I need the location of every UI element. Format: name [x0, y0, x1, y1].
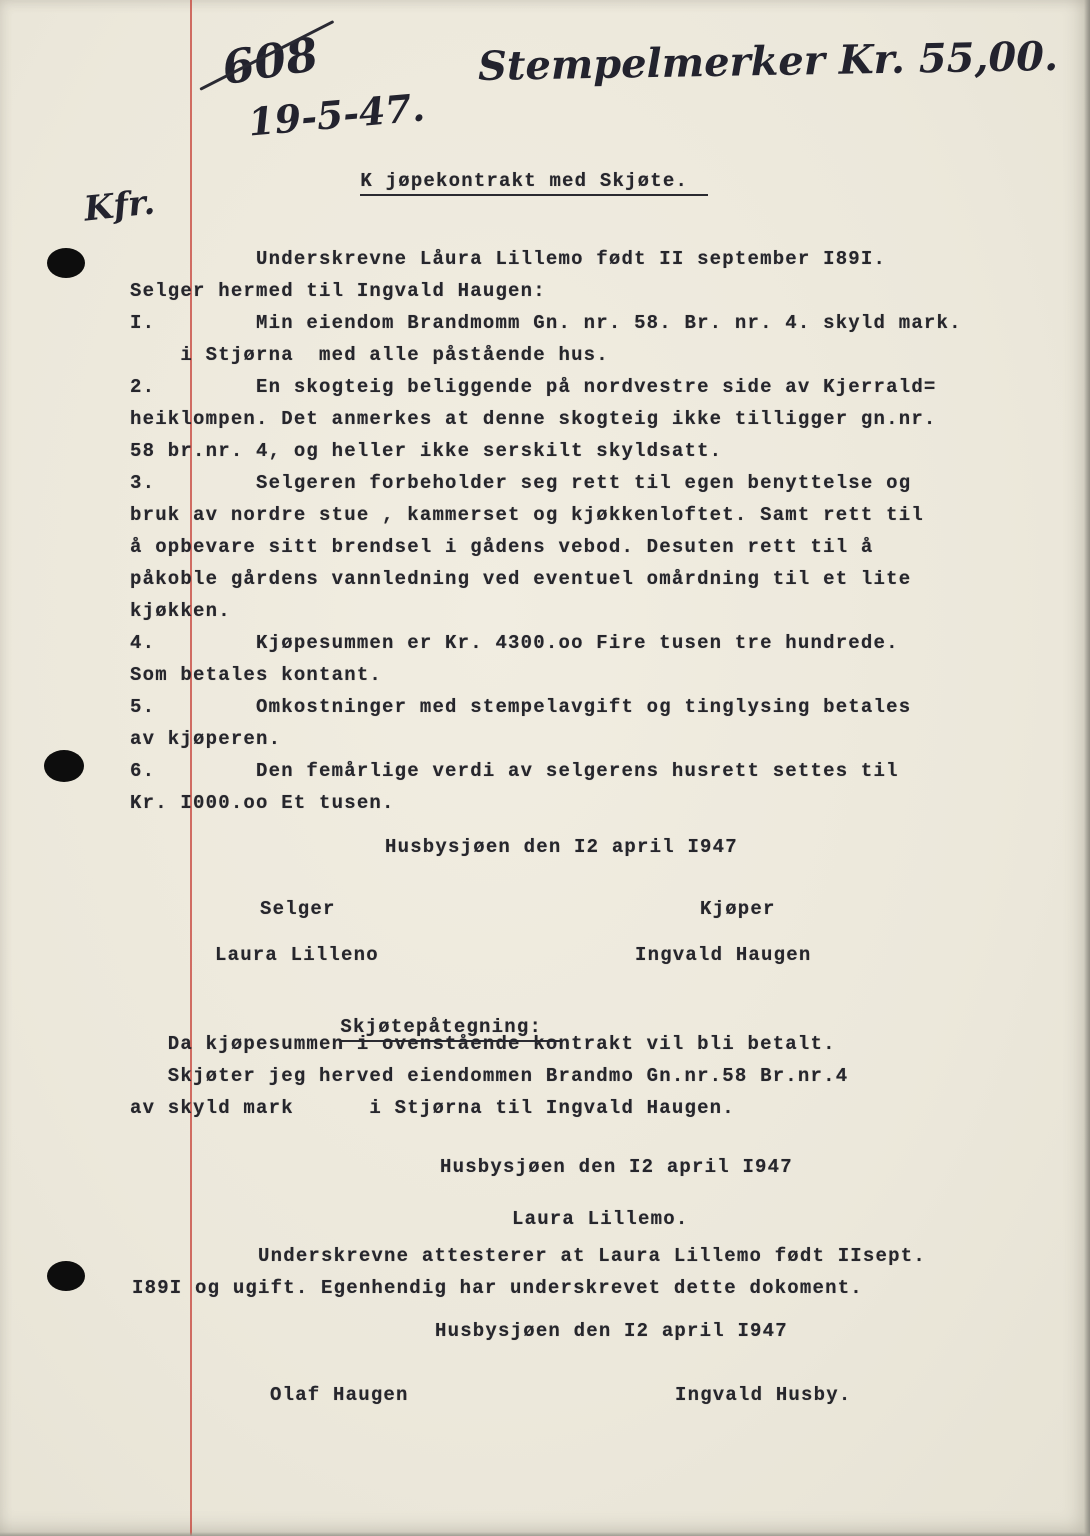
endorsement-heading: Skjøtepåtegning: [340, 1016, 562, 1042]
punch-hole [44, 750, 84, 782]
document-line: kjøkken. [130, 600, 231, 622]
document-line: bruk av nordre stue , kammerset og kjøkkenloftet. Samt rett til [130, 504, 924, 526]
scan-edge [0, 1532, 1090, 1536]
handwritten-journal-date: 19-5-47. [246, 84, 427, 145]
document-line: i Stjørna med alle påstående hus. [130, 344, 609, 366]
document-line: Da kjøpesummen i ovenstående kontrakt vil bli betalt. [130, 1033, 836, 1055]
seller-label: Selger [260, 898, 336, 920]
document-line: Kr. I000.oo Et tusen. [130, 792, 395, 814]
document-line: I89I og ugift. Egenhendig har underskrevet dette dokoment. [132, 1277, 863, 1299]
document-line: å opbevare sitt brendsel i gådens vebod. Desuten rett til å [130, 536, 874, 558]
document-line: 5. Omkostninger med stempelavgift og tinglysing betales [130, 696, 912, 718]
document-line: Selger hermed til Ingvald Haugen: [130, 280, 546, 302]
handwritten-margin-initials: Kfr. [82, 182, 157, 230]
document-line: av kjøperen. [130, 728, 282, 750]
handwritten-stamp-note: Stempelmerker Kr. 55,00. [477, 32, 1059, 91]
document-line: 3. Selgeren forbeholder seg rett til egen benyttelse og [130, 472, 912, 494]
buyer-name: Ingvald Haugen [635, 944, 812, 966]
punch-hole [47, 1261, 85, 1291]
seller-name: Laura Lilleno [215, 944, 379, 966]
document-line: I. Min eiendom Brandmomm Gn. nr. 58. Br. nr. 4. skyld mark. [130, 312, 962, 334]
document-line: 2. En skogteig beliggende på nordvestre side av Kjerrald= [130, 376, 937, 398]
buyer-label: Kjøper [700, 898, 776, 920]
document-line: av skyld mark i Stjørna til Ingvald Haugen. [130, 1097, 735, 1119]
handwritten-journal-number: 608 [218, 26, 322, 96]
document-line: Som betales kontant. [130, 664, 383, 686]
place-date-line: Husbysjøen den I2 april I947 [435, 1320, 788, 1342]
document-line: 4. Kjøpesummen er Kr. 4300.oo Fire tusen tre hundrede. [130, 632, 899, 654]
document-line: påkoble gårdens vannledning ved eventuel omårdning til et lite [130, 568, 912, 590]
endorsement-body [130, 1028, 848, 1124]
document-line: heiklompen. Det anmerkes at denne skogteig ikke tilligger gn.nr. [130, 408, 937, 430]
place-date-line: Husbysjøen den I2 april I947 [440, 1156, 793, 1178]
document-line: 6. Den femårlige verdi av selgerens husrett settes til [130, 760, 899, 782]
place-date-line: Husbysjøen den I2 april I947 [385, 836, 738, 858]
witness-name: Ingvald Husby. [675, 1384, 852, 1406]
document-line: Underskrevne attesterer at Laura Lillemo født IIsept. [132, 1245, 926, 1267]
punch-hole [47, 248, 85, 278]
document-line: 58 br.nr. 4, og heller ikke serskilt skyldsatt. [130, 440, 723, 462]
witness-name: Olaf Haugen [270, 1384, 409, 1406]
contract-body [130, 243, 962, 819]
document-line: Skjøter jeg herved eiendommen Brandmo Gn.nr.58 Br.nr.4 [130, 1065, 849, 1087]
scan-edge [1084, 0, 1090, 1536]
document-line: Underskrevne Låura Lillemo født II september I89I. [130, 248, 887, 270]
document-title: K jøpekontrakt med Skjøte. [360, 170, 708, 196]
typed-signature: Laura Lillemo. [512, 1208, 689, 1230]
attestation-body [132, 1240, 926, 1304]
